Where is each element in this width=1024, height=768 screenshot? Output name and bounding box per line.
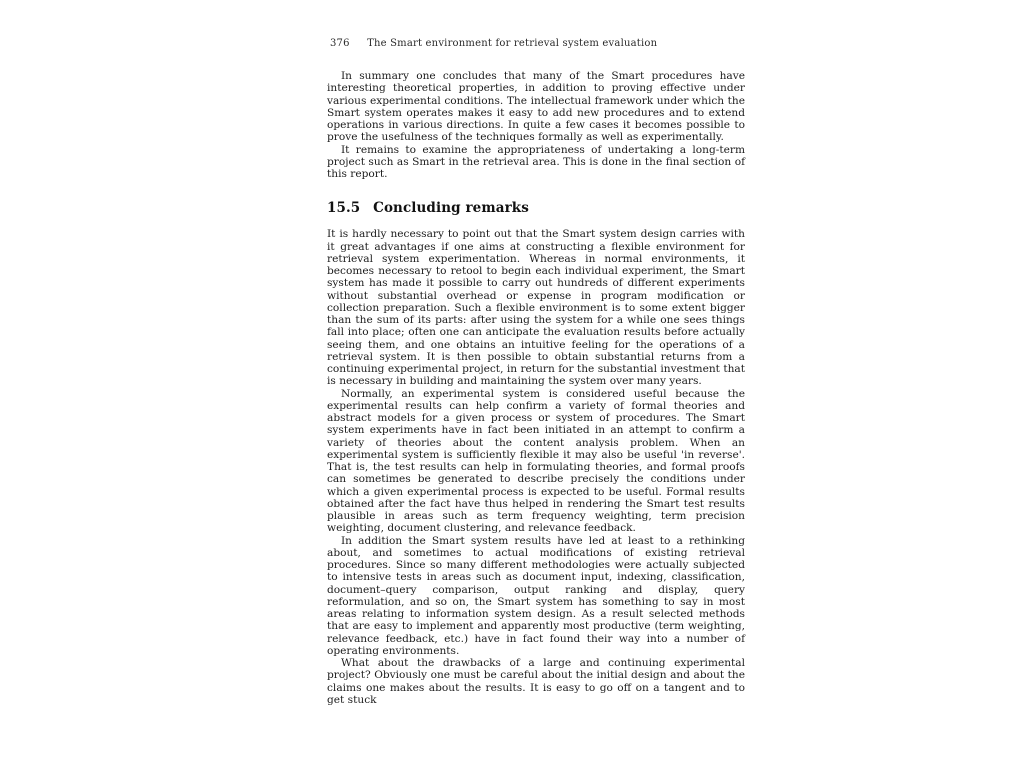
running-head-title: The Smart environment for retrieval system evaluation (367, 38, 658, 49)
running-head (330, 38, 750, 49)
section-number: 15.5 (327, 200, 361, 217)
page-body (327, 70, 745, 706)
paragraph: It is hardly necessary to point out that the Smart system design carries with it great advantages if one aims at constructing a flexible environment for retrieval system experimentation. Whereas in normal environments, it becomes necessary to retool to begin each individual experiment, the Smart system has made it possible to carry out hundreds of different experiments without substantial overhead or expense in program modification or collection preparation. Such a flexible environment is to some extent bigger than the sum of its parts: after using the system for a while one sees things fall into place; often one can anticipate the evaluation results before actually seeing them, and one obtains an intuitive feeling for the operations of a retrieval system. It is then possible to obtain substantial returns from a continuing experimental project, in return for the substantial investment that is necessary in building and maintaining the system over many years. (327, 228, 745, 388)
page-number: 376 (330, 38, 350, 49)
section-title: Concluding remarks (373, 200, 529, 217)
paragraph: It remains to examine the appropriateness of undertaking a long-term project such as Smart in the retrieval area. This is done in the final section of this report. (327, 143, 745, 180)
section-heading (327, 200, 745, 216)
paragraph: In summary one concludes that many of the Smart procedures have interesting theoretical properties, in addition to proving effective under various experimental conditions. The intellectual framework under which the Smart system operates makes it easy to add new procedures and to extend operations in various directions. In quite a few cases it becomes possible to prove the usefulness of the techniques formally as well as experimentally. (327, 70, 745, 144)
paragraph: In addition the Smart system results have led at least to a rethinking about, and sometimes to actual modifications of existing retrieval procedures. Since so many different methodologies were actually subjected to intensive tests in areas such as document input, indexing, classification, document–query comparison, output ranking and display, query reformulation, and so on, the Smart system has something to say in most areas relating to information system design. As a result selected methods that are easy to implement and apparently most productive (term weighting, relevance feedback, etc.) have in fact found their way into a number of operating environments. (327, 534, 745, 657)
paragraph: Normally, an experimental system is considered useful because the experimental results can help confirm a variety of formal theories and abstract models for a given process or system of procedures. The Smart system experiments have in fact been initiated in an attempt to confirm a variety of theories about the content analysis problem. When an experimental system is sufficiently flexible it may also be useful 'in reverse'. That is, the test results can help in formulating theories, and formal proofs can sometimes be generated to describe precisely the conditions under which a given experimental process is expected to be useful. Formal results obtained after the fact have thus helped in rendering the Smart test results plausible in areas such as term frequency weighting, term precision weighting, document clustering, and relevance feedback. (327, 387, 745, 535)
paragraph: What about the drawbacks of a large and continuing experimental project? Obviously one must be careful about the initial design and about the claims one makes about the results. It is easy to go off on a tangent and to get stuck (327, 657, 745, 706)
